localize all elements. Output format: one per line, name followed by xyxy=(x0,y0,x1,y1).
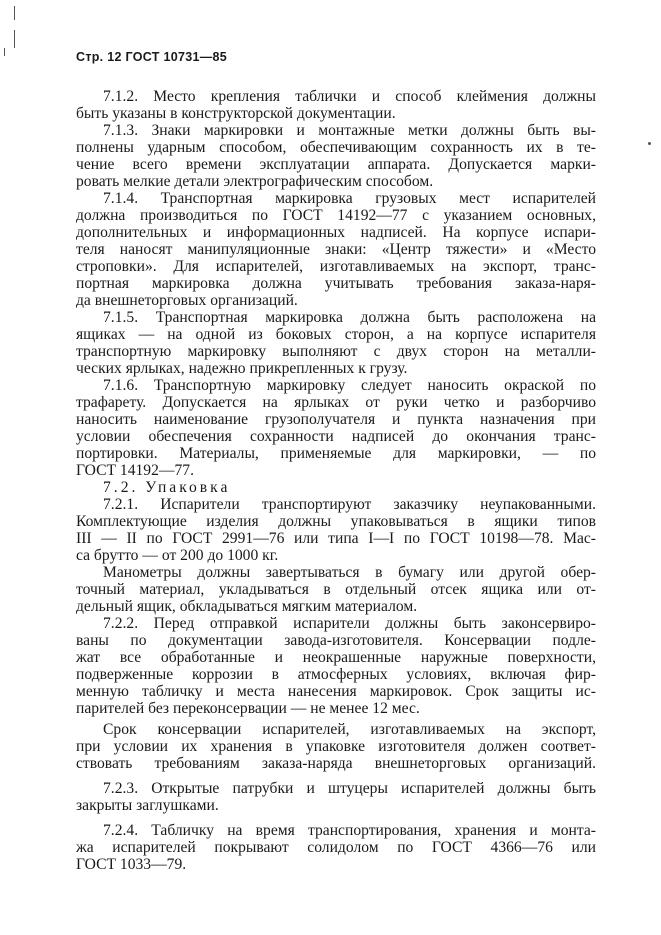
paragraph-7-2-1-line: Комплектующие изделия должны упаковываться в ящики типов xyxy=(76,513,596,530)
paragraph-7-2-1-line: са брутто — от 200 до 1000 кг. xyxy=(76,547,279,564)
paragraph-7-1-2-line: 7.1.2. Место крепления таблички и способ клеймения должны xyxy=(103,88,596,105)
page-header: Стр. 12 ГОСТ 10731—85 xyxy=(76,50,228,64)
paragraph-preservation-line: ствовать требованиям заказа-наряда внешнеторговых организаций. xyxy=(76,755,596,772)
scan-edge-mark xyxy=(4,48,5,56)
paragraph-7-2-2-line: парителей без переконсервации — не менее 12 мес. xyxy=(76,700,420,717)
paragraph-manometers-line: точный материал, укладываться в отдельный отсек ящика или от- xyxy=(76,581,596,598)
paragraph-7-2-2-line: менную табличку и места нанесения маркировок. Срок защиты ис- xyxy=(76,683,596,700)
paragraph-7-2-3-line: 7.2.3. Открытые патрубки и штуцеры испарителей должны быть xyxy=(103,780,596,797)
paragraph-7-1-6-line: условии обеспечения сохранности надписей до окончания транс- xyxy=(76,428,596,445)
paragraph-7-2-4-line: ГОСТ 1033—79. xyxy=(76,856,187,873)
paragraph-7-1-5-line: транспортную маркировку выполняют с двух сторон на металли- xyxy=(76,343,596,360)
paragraph-7-1-5-line: 7.1.5. Транспортная маркировка должна быть расположена на xyxy=(103,309,596,326)
paragraph-manometers-line: Манометры должны завертываться в бумагу или другой обер- xyxy=(103,564,596,581)
section-heading-packaging: 7.2. Упаковка xyxy=(103,479,231,496)
paragraph-7-2-1-line: 7.2.1. Испарители транспортируют заказчику неупакованными. xyxy=(103,496,596,513)
paragraph-manometers-line: дельный ящик, обкладываться мягким материалом. xyxy=(76,598,418,615)
paragraph-7-1-6-line: наносить наименование грузополучателя и пункта назначения при xyxy=(76,411,596,428)
paragraph-7-1-2-line: быть указаны в конструкторской документации. xyxy=(76,105,396,122)
paragraph-7-2-3-line: закрыты заглушками. xyxy=(76,797,219,814)
paragraph-7-1-6-line: 7.1.6. Транспортную маркировку следует наносить окраской по xyxy=(103,377,596,394)
paragraph-7-1-4-line: должна производиться по ГОСТ 14192—77 с указанием основных, xyxy=(76,207,596,224)
paragraph-7-2-4-line: жа испарителей покрывают солидолом по ГОСТ 4366—76 или xyxy=(76,839,596,856)
paragraph-7-1-6-line: трафарету. Допускается на ярлыках от руки четко и разборчиво xyxy=(76,394,596,411)
paragraph-7-1-3-line: чение всего времени эксплуатации аппарата. Допускается марки- xyxy=(76,156,596,173)
paragraph-7-2-1-line: III — II по ГОСТ 2991—76 или типа I—I по ГОСТ 10198—78. Мас- xyxy=(76,530,596,547)
paragraph-7-1-3-line: полнены ударным способом, обеспечивающим сохранность их в те- xyxy=(76,139,596,156)
paragraph-7-2-2-line: ваны по документации завода-изготовителя. Консервации подле- xyxy=(76,632,596,649)
paragraph-7-1-4-line: да внешнеторговых организаций. xyxy=(76,292,298,309)
paragraph-7-1-3-line: 7.1.3. Знаки маркировки и монтажные метки должны быть вы- xyxy=(103,122,596,139)
paragraph-7-2-2-line: 7.2.2. Перед отправкой испарители должны быть законсервиро- xyxy=(103,615,596,632)
paragraph-7-2-2-line: жат все обработанные и неокрашенные наружные поверхности, xyxy=(76,649,596,666)
paragraph-7-2-2-line: подверженные коррозии в атмосферных условиях, включая фир- xyxy=(76,666,596,683)
scan-edge-mark xyxy=(14,6,15,20)
paragraph-7-1-5-line: ящиках — на одной из боковых сторон, а на корпусе испарителя xyxy=(76,326,596,343)
paragraph-7-1-5-line: ческих ярлыках, надежно прикрепленных к грузу. xyxy=(76,360,408,377)
paragraph-7-1-4-line: строповки». Для испарителей, изготавливаемых на экспорт, транс- xyxy=(76,258,596,275)
scan-edge-mark xyxy=(14,30,15,48)
paragraph-7-1-4-line: портная маркировка должна учитывать требования заказа-наря- xyxy=(76,275,596,292)
paragraph-7-1-4-line: дополнительных и информационных надписей. На корпусе испари- xyxy=(76,224,596,241)
paragraph-7-1-3-line: ровать мелкие детали электрографическим способом. xyxy=(76,173,434,190)
paragraph-7-1-4-line: 7.1.4. Транспортная маркировка грузовых мест испарителей xyxy=(103,190,596,207)
paragraph-7-1-4-line: теля наносят манипуляционные знаки: «Центр тяжести» и «Место xyxy=(76,241,596,258)
scan-speck xyxy=(648,142,651,145)
paragraph-preservation-line: при условии их хранения в упаковке изготовителя должен соответ- xyxy=(76,738,596,755)
paragraph-7-1-6-line: портировки. Материалы, применяемые для маркировки, — по xyxy=(76,445,596,462)
paragraph-7-1-6-line: ГОСТ 14192—77. xyxy=(76,462,194,479)
paragraph-preservation-line: Срок консервации испарителей, изготавливаемых на экспорт, xyxy=(103,721,596,738)
paragraph-7-2-4-line: 7.2.4. Табличку на время транспортирования, хранения и монта- xyxy=(103,822,596,839)
